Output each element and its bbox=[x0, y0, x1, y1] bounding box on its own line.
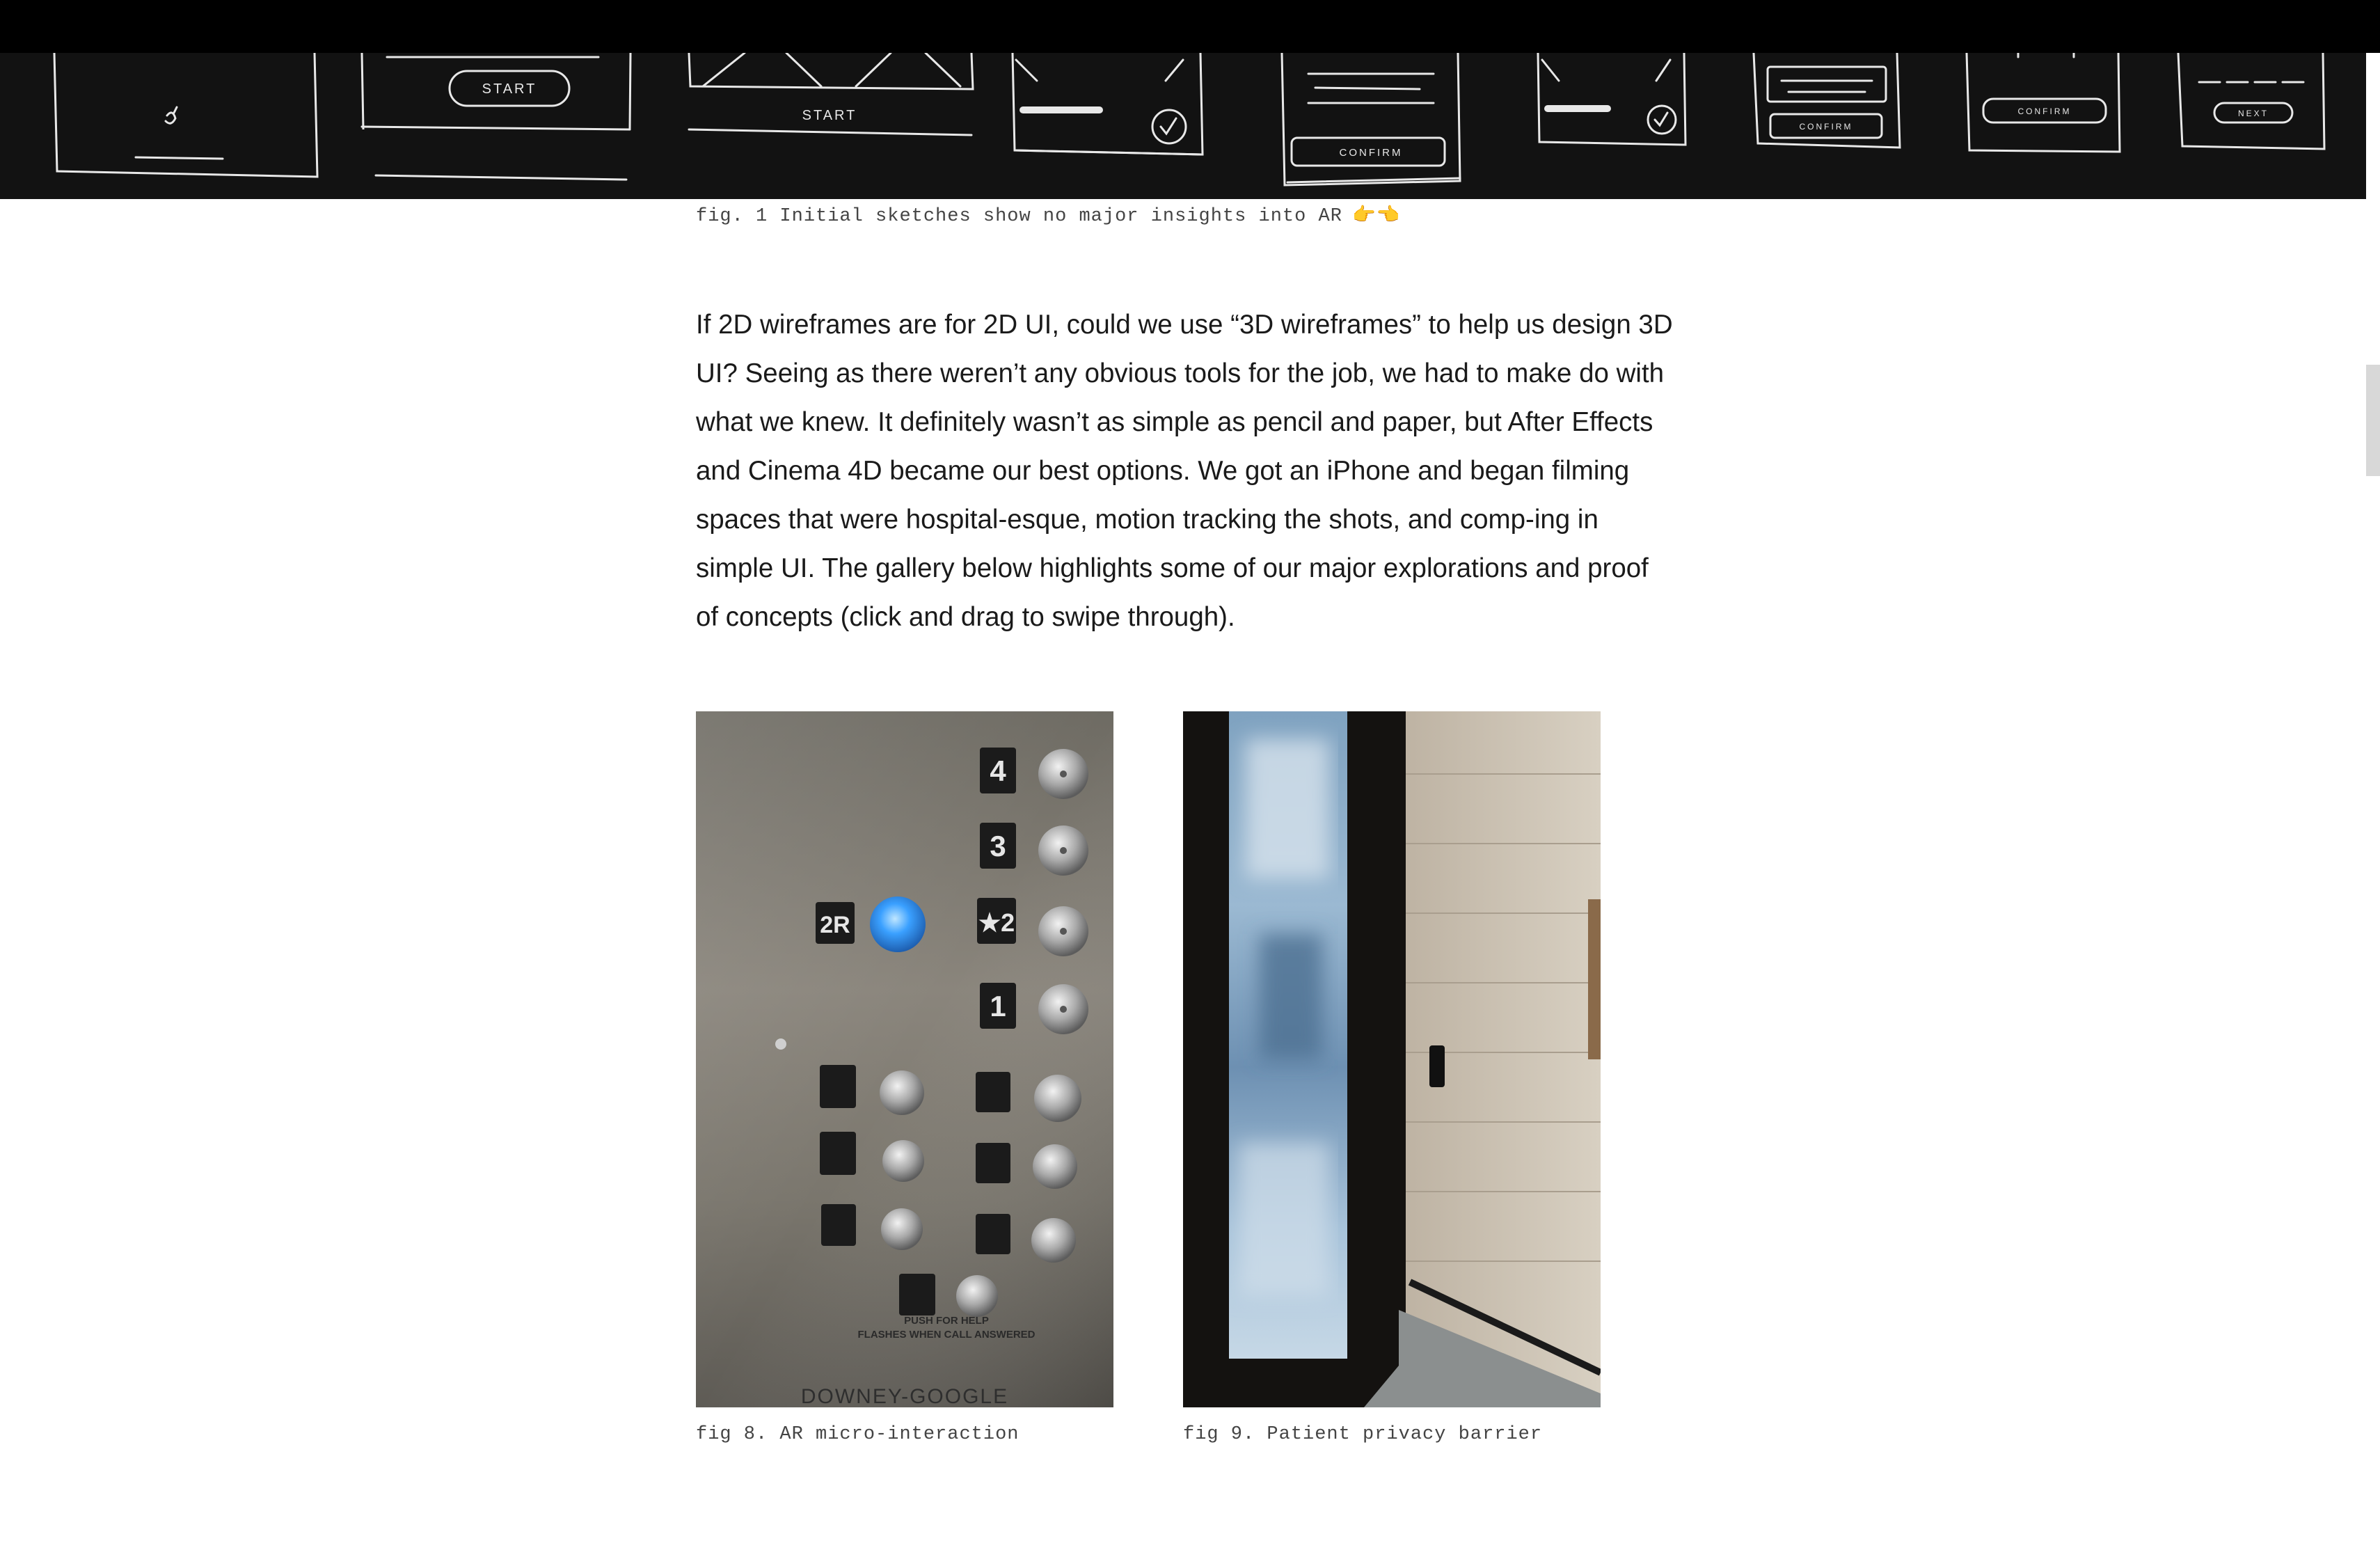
floor-4-label: 4 bbox=[990, 754, 1006, 787]
figure-1-caption bbox=[696, 203, 1400, 227]
help-label-sub: FLASHES WHEN CALL ANSWERED bbox=[857, 1329, 1036, 1341]
help-label: PUSH FOR HELP bbox=[904, 1315, 989, 1327]
gallery-image-privacy-barrier[interactable] bbox=[1183, 711, 1601, 1407]
floor-2-label: ★2 bbox=[978, 908, 1015, 937]
sketch-label: CONFIRM bbox=[1799, 122, 1853, 132]
sketch-strip-image bbox=[0, 53, 2366, 199]
figure-9-caption: fig 9. Patient privacy barrier bbox=[1183, 1424, 1543, 1445]
sketch-label: CONFIRM bbox=[2017, 106, 2072, 116]
ar-glow-button bbox=[870, 896, 926, 952]
floor-1-label: 1 bbox=[990, 990, 1006, 1022]
scrollbar-thumb[interactable] bbox=[2366, 365, 2380, 476]
sketch-label: START bbox=[802, 108, 857, 123]
sketch-label: NEXT bbox=[2237, 109, 2269, 118]
sketch-label: CONFIRM bbox=[1339, 147, 1403, 159]
gallery-image-elevator-panel[interactable] bbox=[696, 711, 1113, 1407]
figure-1-caption-text: fig. 1 Initial sketches show no major insights into AR bbox=[696, 206, 1342, 227]
top-black-bar bbox=[0, 0, 2380, 53]
floor-2r-label: 2R bbox=[820, 912, 850, 938]
pointing-hands-emoji: 👉👈 bbox=[1351, 204, 1401, 226]
wireframe-sketches bbox=[0, 53, 2366, 199]
floor-3-label: 3 bbox=[990, 830, 1006, 862]
article-paragraph: If 2D wireframes are for 2D UI, could we use “3D wireframes” to help us design 3D UI? Seeing as there weren’t any obvious tools for the job, we had to make do with what we knew. It definitely wasn’t as simple as pencil and paper, but After Effects and Cinema 4D became our best options. We got an iPhone and began filming spaces that were hospital-esque, motion tracking the shots, and comp-ing in simple UI. The gallery below highlights some of our major explorations and proof of concepts (click and drag to swipe through). bbox=[696, 310, 1673, 632]
elevator-brand: DOWNEY-GOOGLE bbox=[800, 1385, 1009, 1407]
badge-reader bbox=[1429, 1045, 1445, 1087]
figure-8-caption: fig 8. AR micro-interaction bbox=[696, 1424, 1020, 1445]
privacy-door-illustration bbox=[1183, 711, 1601, 1407]
elevator-panel-illustration bbox=[696, 711, 1113, 1407]
sketch-label: START bbox=[482, 81, 537, 97]
